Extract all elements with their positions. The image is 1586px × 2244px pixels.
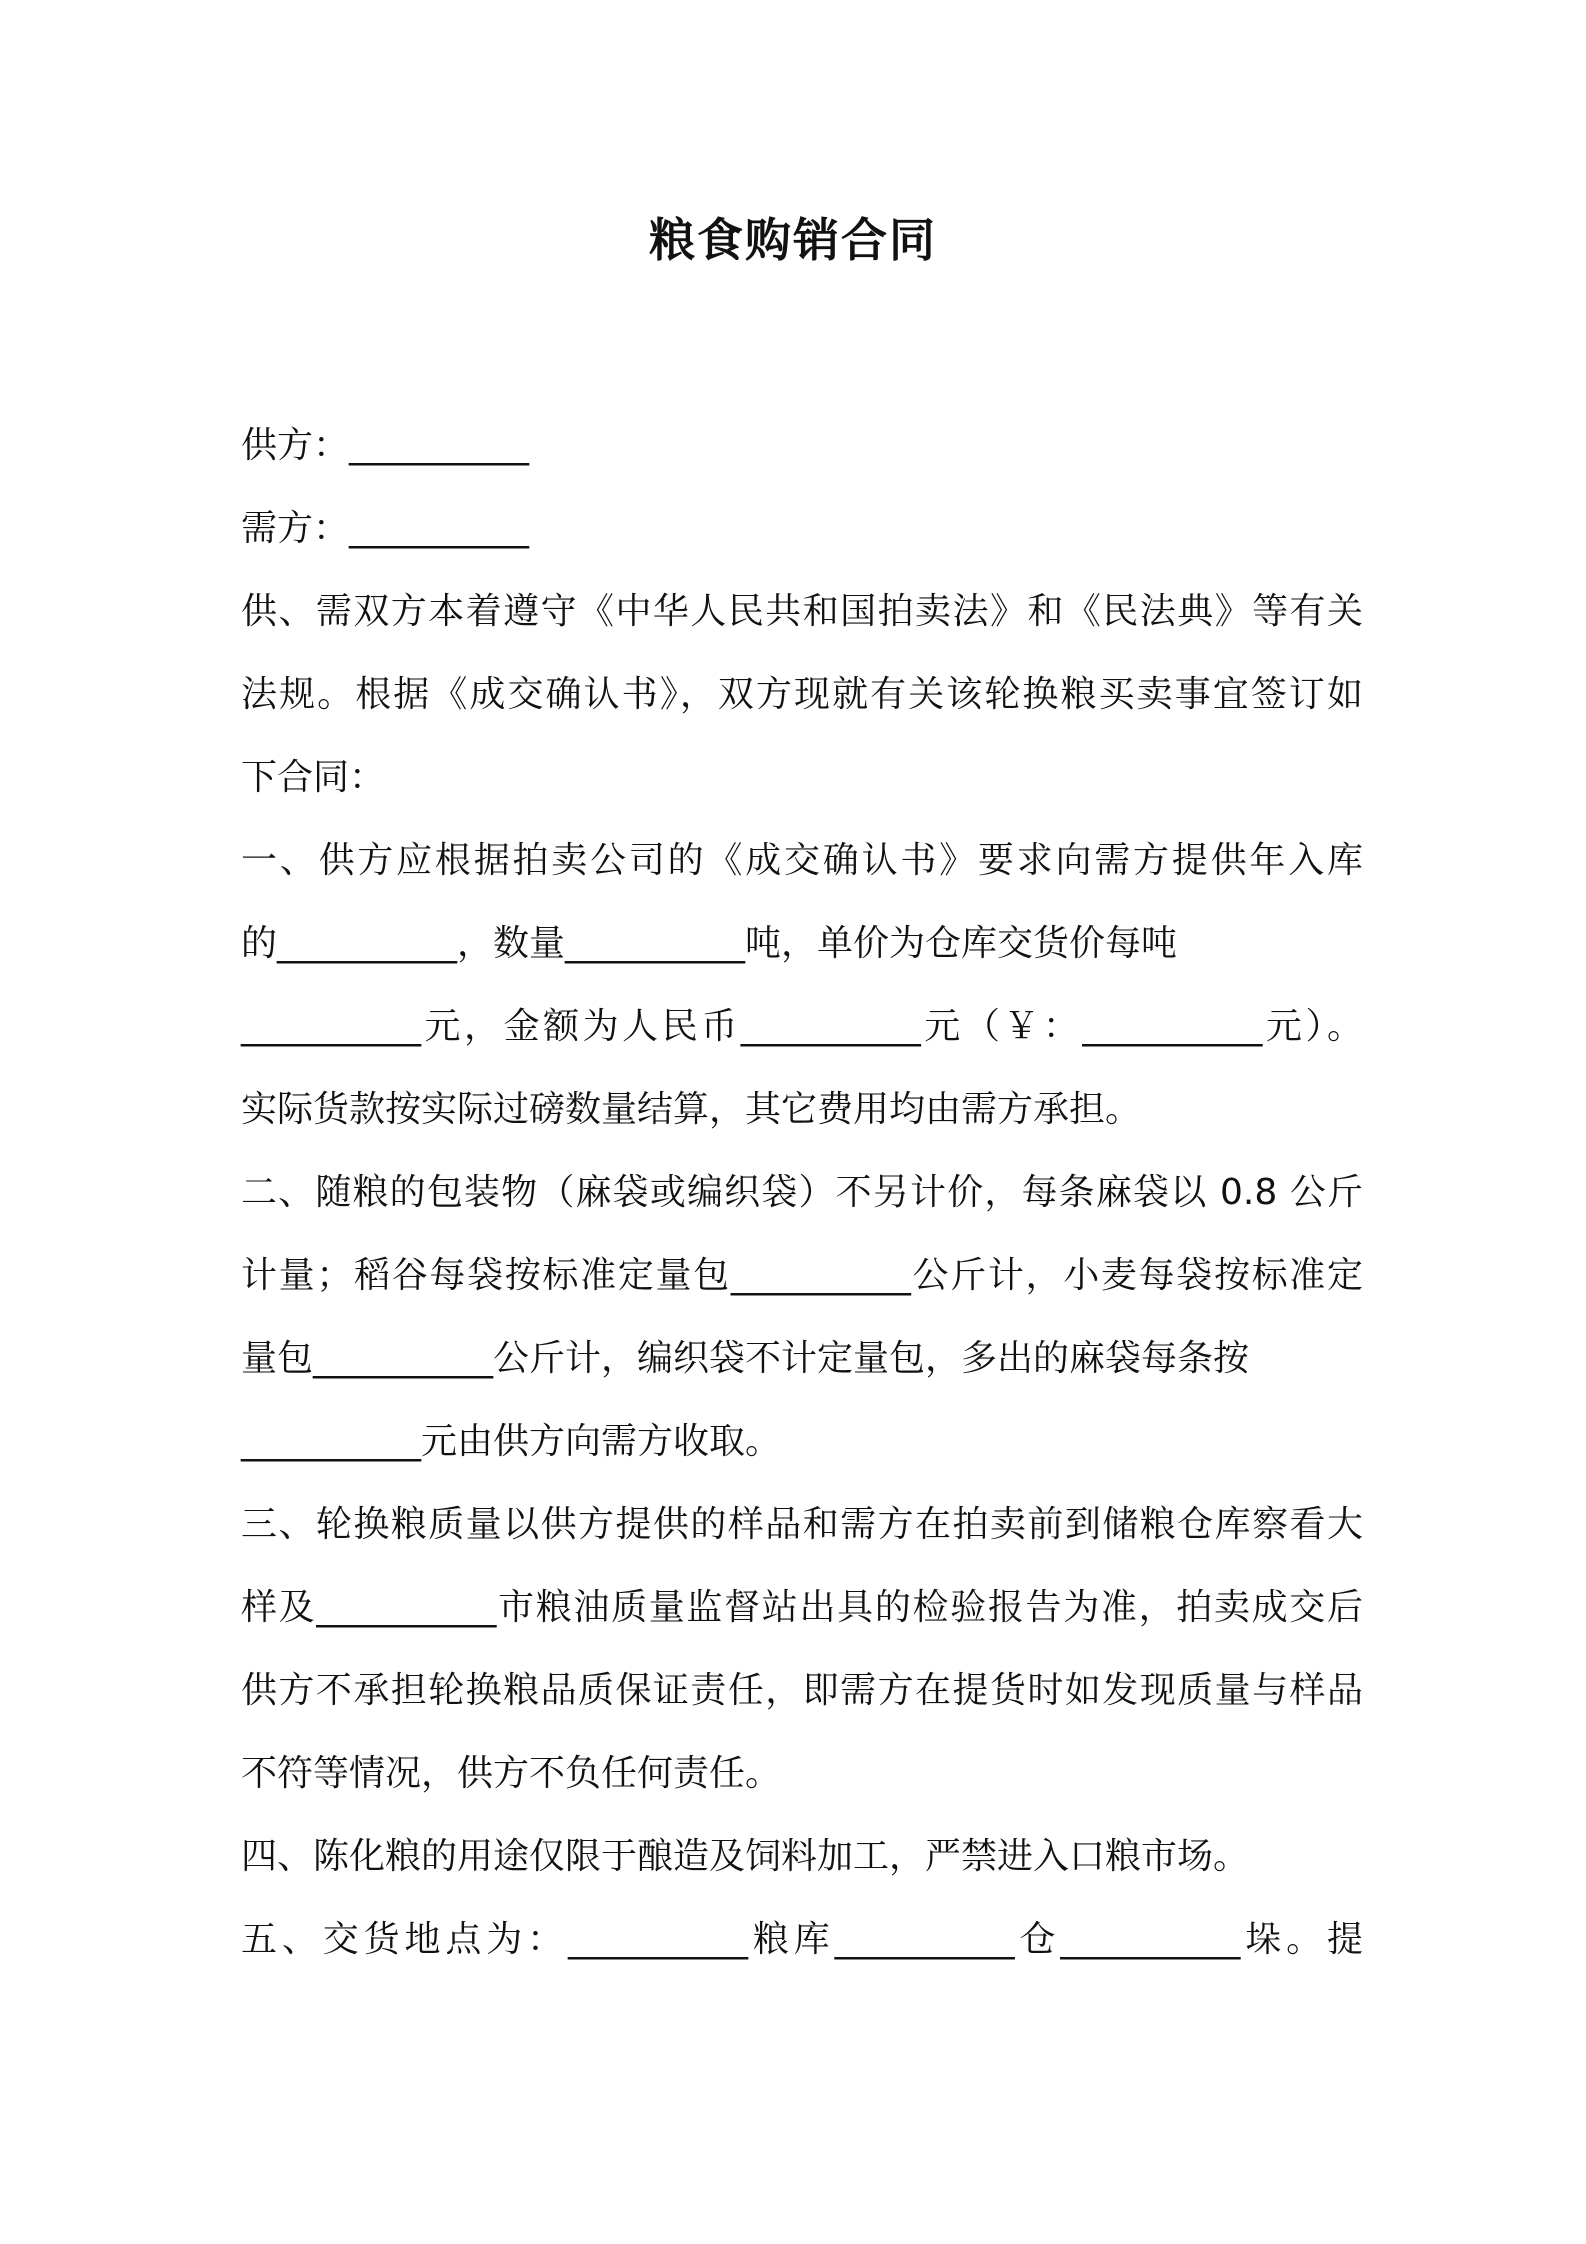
- clause-2-line-3: 量包__________公斤计，编织袋不计定量包，多出的麻袋每条按: [241, 1338, 1250, 1379]
- clause-1-line-2: 的__________，数量__________吨，单价为仓库交货价每吨: [241, 923, 1178, 964]
- clause-3-line-3: 供方不承担轮换粮品质保证责任，即需方在提货时如发现质量与样品: [241, 1670, 1363, 1711]
- clause-2-line-4: __________元由供方向需方收取。: [241, 1421, 782, 1462]
- preamble-line-3: 下合同：: [241, 757, 386, 798]
- clause-1-line-1: 一、供方应根据拍卖公司的《成交确认书》要求向需方提供年入库: [241, 840, 1363, 881]
- clause-2-line-2: 计量；稻谷每袋按标准定量包__________公斤计，小麦每袋按标准定: [241, 1255, 1363, 1296]
- clause-4-line-1: 四、陈化粮的用途仅限于酿造及饲料加工，严禁进入口粮市场。: [241, 1836, 1250, 1877]
- preamble-line-1: 供、需双方本着遵守《中华人民共和国拍卖法》和《民法典》等有关: [241, 591, 1363, 632]
- clause-5-line-1: 五、交货地点为：__________粮库__________仓__________垛。提: [241, 1919, 1363, 1960]
- clause-3-line-1: 三、轮换粮质量以供方提供的样品和需方在拍卖前到储粮仓库察看大: [241, 1504, 1363, 1545]
- clause-3-line-4: 不符等情况，供方不负任何责任。: [241, 1753, 782, 1794]
- buyer-line: 需方：__________: [241, 508, 530, 549]
- supplier-line: 供方：__________: [241, 425, 530, 466]
- clause-1-line-4: 实际货款按实际过磅数量结算，其它费用均由需方承担。: [241, 1089, 1142, 1130]
- document-title: 粮食购销合同: [649, 213, 937, 267]
- clause-1-line-3: __________元，金额为人民币__________元（￥：__________元）。: [241, 1006, 1363, 1047]
- clause-2-line-1: 二、随粮的包装物（麻袋或编织袋）不另计价，每条麻袋以 0.8 公斤: [241, 1172, 1363, 1213]
- preamble-line-2: 法规。根据《成交确认书》，双方现就有关该轮换粮买卖事宜签订如: [241, 674, 1363, 715]
- clause-3-line-2: 样及__________市粮油质量监督站出具的检验报告为准，拍卖成交后: [241, 1587, 1363, 1628]
- contract-body: [241, 404, 1363, 1981]
